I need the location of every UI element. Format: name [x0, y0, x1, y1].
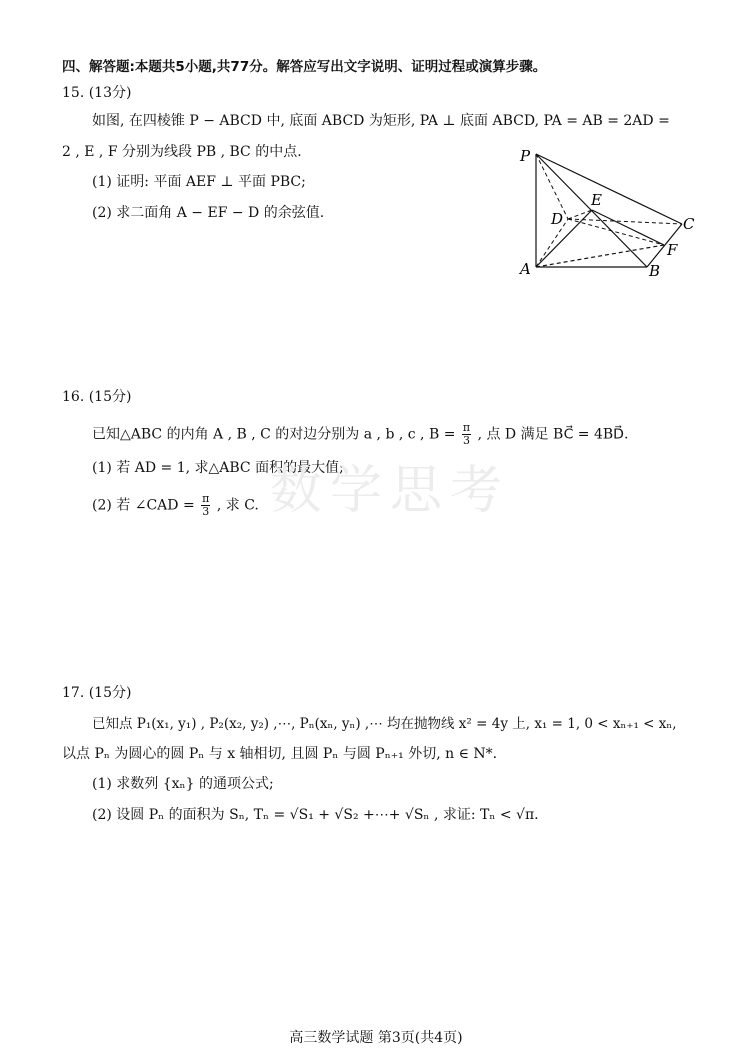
section-title: 四、解答题:本题共5小题,共77分。解答应写出文字说明、证明过程或演算步骤。 — [62, 59, 547, 75]
q16-part2 — [92, 493, 259, 518]
q15-part2: (2) 求二面角 A − EF − D 的余弦值. — [92, 205, 325, 221]
q15-header: 15. (13分) — [62, 85, 132, 101]
q17-stem-line1: 已知点 P₁(x₁, y₁) , P₂(x₂, y₂) ,⋯, Pₙ(xₙ, yₙ) ,⋯ 均在抛物线 x² = 4y 上, x₁ = 1, 0 < xₙ₊₁ < xₙ, — [92, 716, 677, 732]
fraction-pi-over-3: $\frac{\pi}{3}$ — [462, 421, 471, 447]
q16-stem-text-b: , 点 D 满足 BC⃗ = 4BD⃗. — [477, 426, 629, 443]
q17-part2: (2) 设圆 Pₙ 的面积为 Sₙ, Tₙ = √S₁ + √S₂ +⋯+ √Sₙ , 求证: Tₙ < √π. — [92, 807, 539, 823]
pyramid-figure — [512, 140, 702, 285]
vertex-label-d: D — [551, 210, 564, 228]
q15-stem-line1: 如图, 在四棱锥 P − ABCD 中, 底面 ABCD 为矩形, PA ⊥ 底面 ABCD, PA = AB = 2AD = — [92, 113, 670, 129]
fraction-pi-over-3-b: $\frac{\pi}{3}$ — [202, 492, 210, 518]
q15-part1: (1) 证明: 平面 AEF ⊥ 平面 PBC; — [92, 174, 306, 190]
watermark: 数学思考 — [270, 461, 511, 521]
vertex-label-e: E — [591, 191, 602, 209]
q16-stem — [92, 422, 628, 447]
vertex-label-b: B — [649, 262, 661, 280]
vertex-label-a: A — [520, 260, 531, 278]
q17-stem-line2: 以点 Pₙ 为圆心的圆 Pₙ 与 x 轴相切, 且圆 Pₙ 与圆 Pₙ₊₁ 外切, n ∈ N*. — [62, 746, 498, 762]
vertex-label-p: P — [520, 147, 531, 165]
q17-header: 17. (15分) — [62, 685, 132, 701]
vertex-label-c: C — [683, 215, 695, 233]
q16-part2-text-a: (2) 若 ∠CAD = — [92, 497, 195, 514]
q17-part1: (1) 求数列 {xₙ} 的通项公式; — [92, 776, 274, 792]
q15-stem-line2: 2 , E , F 分别为线段 PB , BC 的中点. — [62, 144, 302, 160]
q16-part2-text-b: , 求 C. — [216, 497, 259, 514]
q16-part1: (1) 若 AD = 1, 求△ABC 面积的最大值; — [92, 460, 344, 476]
q16-stem-text-a: 已知△ABC 的内角 A , B , C 的对边分别为 a , b , c , B = — [92, 426, 456, 443]
q16-header: 16. (15分) — [62, 389, 132, 405]
page-footer: 高三数学试题 第3页(共4页) — [289, 1030, 463, 1046]
vertex-label-f: F — [667, 241, 678, 259]
